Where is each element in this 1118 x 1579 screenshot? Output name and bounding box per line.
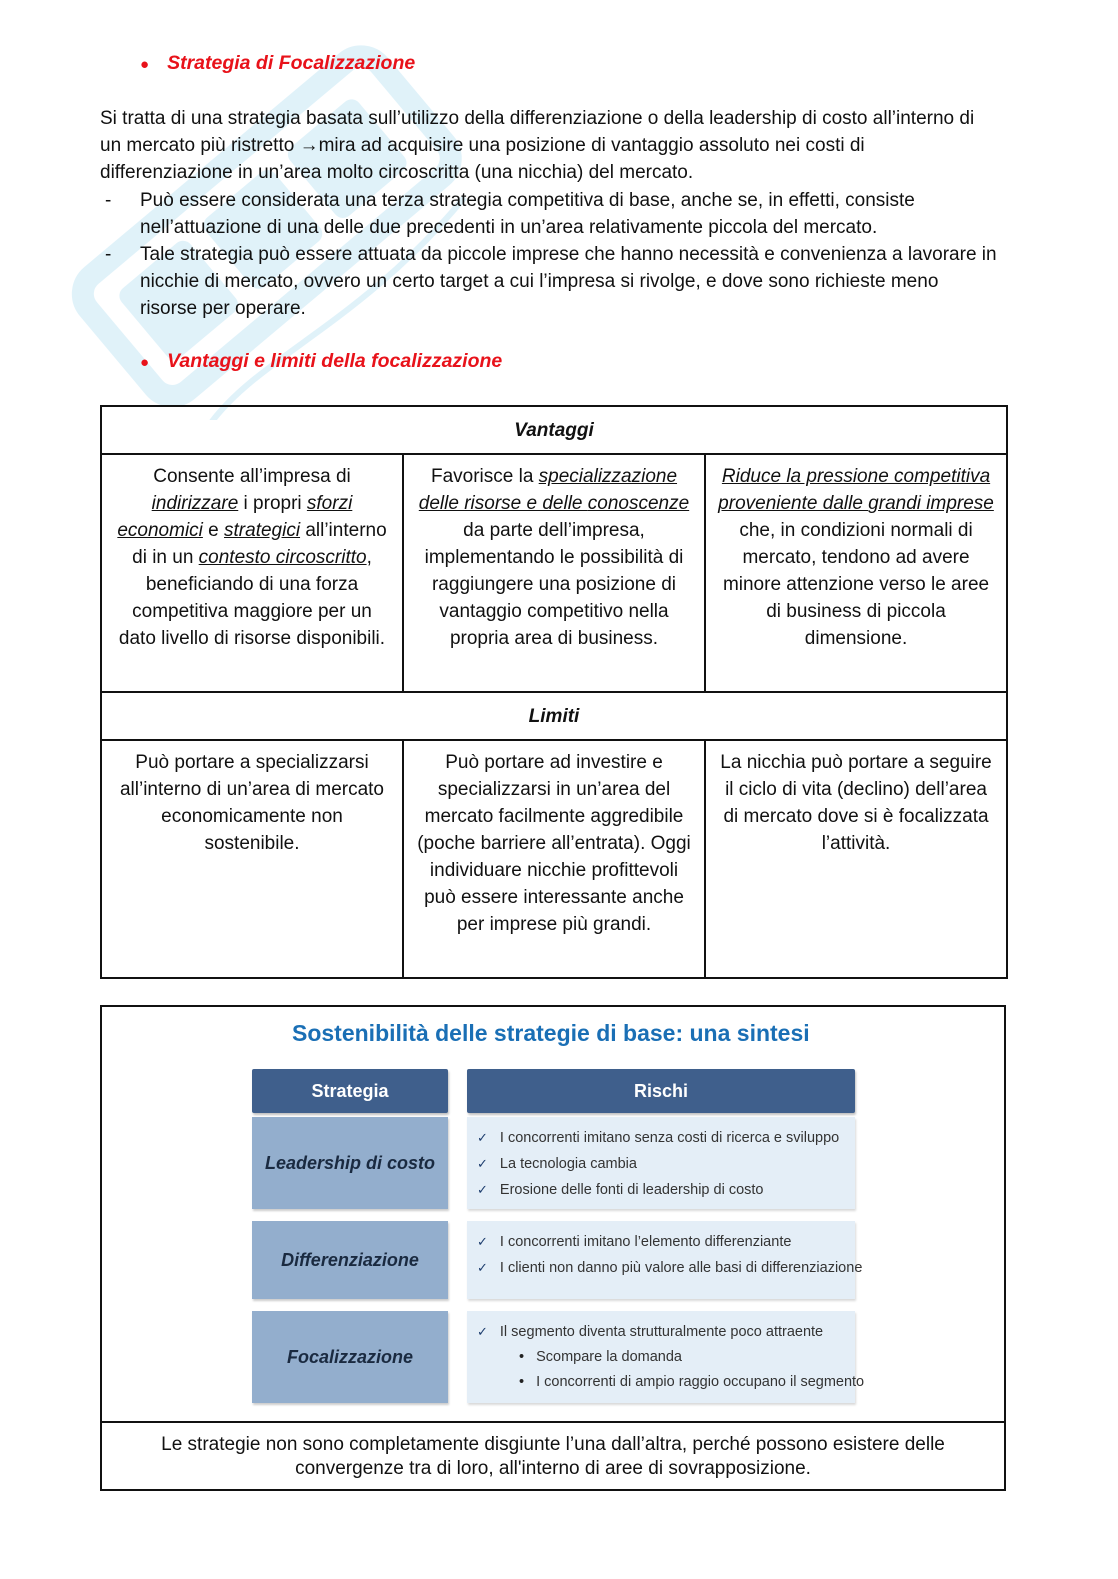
- strategy-cell: Focalizzazione: [252, 1311, 448, 1403]
- focalization-paragraph: Si tratta di una strategia basata sull’utilizzo della differenziazione o della leadership di costo all’interno di un mercato più ristretto →mira ad acquisire una posizione di vantaggio assoluto nei costi di differenziazione in un’area molto circoscritta (una nicchia) del mercato.: [100, 108, 975, 183]
- risk-item: ✓ I concorrenti imitano l’elemento differenziante: [477, 1234, 792, 1250]
- risks-cell: [467, 1221, 863, 1299]
- risk-subitem: • I concorrenti di ampio raggio occupano il segmento: [519, 1374, 865, 1390]
- bullet-icon: ●: [140, 354, 150, 371]
- check-icon: ✓: [477, 1324, 488, 1339]
- list-item: - Può essere considerata una terza strategia competitiva di base, anche se, in effetti, consiste nell’attuazione di una delle due precedenti in un’area relativamente piccola del mercato.: [100, 187, 1000, 241]
- list-item: - Tale strategia può essere attuata da piccole imprese che hanno necessità e convenienza a lavorare in nicchie di mercato, ovvero un certo target a cui l’impresa si rivolge, e dove sono richieste meno risorse per operare.: [100, 241, 1000, 322]
- synthesis-title: Sostenibilità delle strategie di base: una sintesi: [292, 1020, 810, 1046]
- vantaggio-cell: Consente all’impresa di indirizzare i propri sforzi economici e strategici all’interno di in un contesto circoscritto, beneficiando di una forza competitiva maggiore per un dato livello di risorse disponibili.: [101, 454, 403, 692]
- check-icon: ✓: [477, 1156, 488, 1171]
- risk-item: ✓ Erosione delle fonti di leadership di costo: [477, 1182, 764, 1198]
- limite-cell: Può portare a specializzarsi all’interno di un’area di mercato economicamente non sostenibile.: [101, 740, 403, 978]
- vantaggio-cell: Riduce la pressione competitiva proveniente dalle grandi imprese che, in condizioni normali di mercato, tendono ad avere minore attenzione verso le aree di business di piccola dimensione.: [705, 454, 1007, 692]
- risks-cell: [467, 1311, 865, 1403]
- strategy-column-header: Strategia: [252, 1069, 448, 1113]
- check-icon: ✓: [477, 1234, 488, 1249]
- check-icon: ✓: [477, 1130, 488, 1145]
- limite-cell: La nicchia può portare a seguire il ciclo di vita (declino) dell’area di mercato dove si è focalizzata l’attività.: [705, 740, 1007, 978]
- risks-column-header: Rischi: [467, 1069, 855, 1113]
- limiti-header: Limiti: [101, 692, 1007, 740]
- bullet-icon: ●: [140, 56, 150, 73]
- strategy-cell: Differenziazione: [252, 1221, 448, 1299]
- risks-cell: [467, 1117, 855, 1209]
- risk-item: ✓ I clienti non danno più valore alle basi di differenziazione: [477, 1260, 863, 1276]
- synthesis-footer: Le strategie non sono completamente disgiunte l’una dall’altra, perché possono esistere delle convergenze tra di loro, all'interno di aree di sovrapposizione.: [102, 1421, 1004, 1491]
- check-icon: ✓: [477, 1182, 488, 1197]
- advantages-limits-table: [100, 405, 1008, 979]
- bullet-icon: •: [519, 1349, 525, 1365]
- bullet-icon: •: [519, 1374, 525, 1390]
- risk-subitem: • Scompare la domanda: [519, 1349, 682, 1365]
- risk-item: ✓ La tecnologia cambia: [477, 1156, 637, 1172]
- dash-marker: -: [105, 190, 112, 211]
- check-icon: ✓: [477, 1260, 488, 1275]
- focalization-heading: ● Strategia di Focalizzazione: [140, 52, 416, 74]
- strategy-cell: Leadership di costo: [252, 1117, 448, 1209]
- dash-marker: -: [105, 244, 112, 265]
- risk-item: ✓ Il segmento diventa strutturalmente poco attraente: [477, 1324, 824, 1340]
- vantaggi-header: Vantaggi: [101, 406, 1007, 454]
- advantages-limits-heading: ● Vantaggi e limiti della focalizzazione: [140, 350, 503, 372]
- synthesis-box: [100, 1005, 1006, 1491]
- vantaggio-cell: Favorisce la specializzazione delle risorse e delle conoscenze da parte dell’impresa, implementando le possibilità di raggiungere una posizione di vantaggio competitivo nella propria area di business.: [403, 454, 705, 692]
- risk-item: ✓ I concorrenti imitano senza costi di ricerca e sviluppo: [477, 1130, 840, 1146]
- limite-cell: Può portare ad investire e specializzarsi in un’area del mercato facilmente aggredibile (poche barriere all’entrata). Oggi individuare nicchie profittevoli può essere interessante anche per imprese più grandi.: [403, 740, 705, 978]
